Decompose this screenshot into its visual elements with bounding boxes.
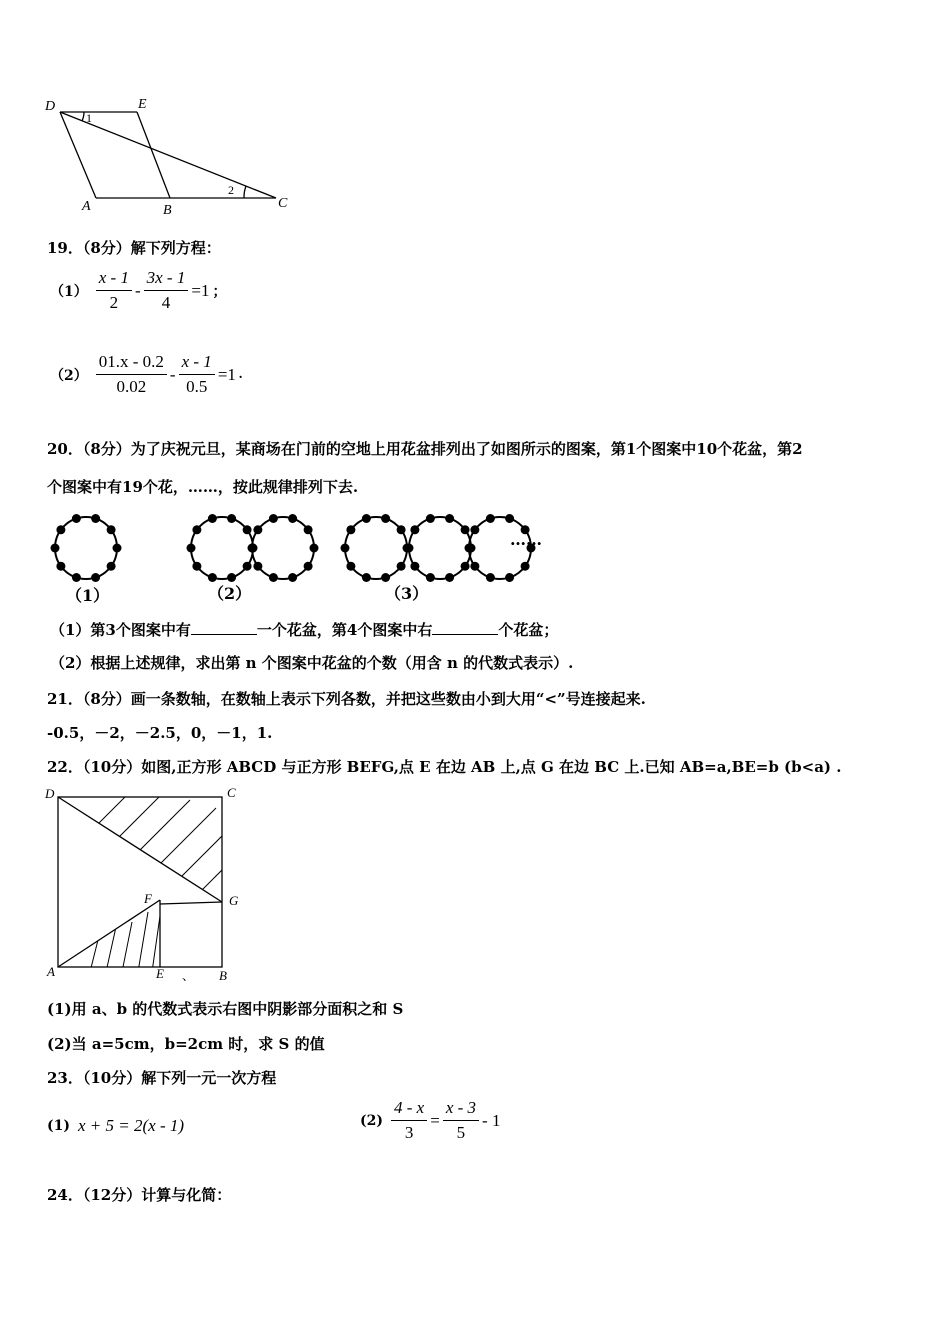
flower-pot-dot — [72, 573, 81, 582]
fig-label-2: （2） — [208, 584, 252, 603]
q23-label-2: (2) — [360, 1112, 383, 1129]
shaded-region-top — [80, 790, 240, 902]
flower-pot-dot — [269, 514, 278, 523]
label-angle-2: 2 — [228, 183, 234, 197]
q21-line-1: 21．（8分）画一条数轴，在数轴上表示下列各数，并把这些数由小到大用“<”号连接起来. — [47, 690, 646, 708]
flower-pot-dot — [107, 562, 116, 571]
num-text: x - 1 — [181, 352, 212, 371]
fraction — [96, 352, 167, 397]
flower-pot-dot — [505, 514, 514, 523]
denominator: 4 — [161, 293, 171, 312]
flower-ring — [55, 517, 117, 579]
flower-pot-dot — [288, 573, 297, 582]
shaded-region-bottom — [90, 902, 162, 972]
square-figure — [40, 782, 250, 982]
q20-line-1: 20．（8分）为了庆祝元旦，某商场在门前的空地上用花盆排列出了如图所示的图案，第1个图案中10个花盆，第2 — [47, 440, 803, 458]
rhs: =1 — [217, 364, 236, 384]
label-angle-1: 1 — [86, 111, 92, 125]
label-b: B — [219, 968, 227, 982]
label-e: E — [138, 97, 147, 112]
flower-pot-dot — [304, 525, 313, 534]
flower-pot-dot — [397, 562, 406, 571]
flower-pot-dot — [113, 544, 122, 553]
flower-ring — [409, 517, 471, 579]
q20-sub-2: （2）根据上述规律，求出第 n 个图案中花盆的个数（用含 n 的代数式表示）. — [50, 654, 574, 672]
stray-mark: 、 — [182, 969, 195, 982]
denominator: 0.5 — [186, 377, 208, 396]
label-f: F — [144, 891, 152, 906]
flower-pot-dot — [248, 544, 257, 553]
flower-pot-dot — [445, 514, 454, 523]
q22-sub-2: (2)当 a=5cm，b=2cm 时，求 S 的值 — [47, 1035, 325, 1053]
numerator: 01.x - 0.2 — [96, 352, 167, 375]
flower-pot-dot — [192, 525, 201, 534]
q19-title: 19．（8分）解下列方程： — [47, 239, 221, 257]
flower-pot-dot — [486, 514, 495, 523]
label-c: C — [278, 196, 288, 211]
flower-pot-dot — [91, 573, 100, 582]
diagonal-dg — [58, 797, 222, 902]
numerator — [144, 268, 189, 291]
flower-pot-dot — [470, 525, 479, 534]
flower-ring — [252, 517, 314, 579]
flower-pot-dot — [253, 562, 262, 571]
flower-pot-dot — [288, 514, 297, 523]
flower-ring — [191, 517, 253, 579]
end-mark: . — [238, 366, 243, 382]
flower-pot-dot — [269, 573, 278, 582]
flower-pot-dot — [72, 514, 81, 523]
flower-pot-dot — [243, 525, 252, 534]
flower-pot-dot — [304, 562, 313, 571]
q23-title: 23．（10分）解下列一元一次方程 — [47, 1069, 277, 1087]
flower-pot-dot — [341, 544, 350, 553]
q19-equation-2 — [50, 352, 242, 397]
q22-sub-1: (1)用 a、b 的代数式表示右图中阴影部分面积之和 S — [47, 1000, 404, 1018]
flower-pot-dot — [310, 544, 319, 553]
flower-pot-dot — [208, 514, 217, 523]
q24-title: 24．（12分）计算与化简： — [47, 1186, 232, 1204]
flower-pot-dot — [405, 544, 414, 553]
flower-pot-dot — [56, 562, 65, 571]
label-d: D — [45, 786, 55, 801]
q22-line-1: 22．（10分）如图,正方形 ABCD 与正方形 BEFG,点 E 在边 AB 上,点 G 在边 BC 上.已知 AB=a,BE=b (b<a) . — [47, 758, 842, 776]
flower-pot-dot — [346, 525, 355, 534]
flower-pot-dot — [51, 544, 60, 553]
flower-pattern-figure — [40, 503, 570, 608]
flower-pot-dot — [505, 573, 514, 582]
flower-pot-dot — [56, 525, 65, 534]
denominator: 3 — [404, 1123, 414, 1142]
flower-pot-dot — [346, 562, 355, 571]
label-d: D — [45, 99, 56, 114]
flower-pot-dot — [91, 514, 100, 523]
numerator — [96, 268, 132, 291]
fraction — [144, 268, 189, 313]
angle-1-arc — [82, 112, 84, 121]
label-a: A — [47, 964, 55, 979]
denominator: 0.02 — [116, 377, 147, 396]
flower-pot-dot — [461, 525, 470, 534]
q19-label-1: （1） — [50, 283, 88, 300]
flower-pot-dot — [362, 573, 371, 582]
flower-pot-dot — [410, 525, 419, 534]
num-text: x - 3 — [445, 1098, 477, 1117]
flower-pot-dot — [486, 573, 495, 582]
end-mark: ； — [212, 284, 227, 300]
edge-eb — [137, 112, 170, 198]
q19-label-2: （2） — [50, 367, 88, 384]
flower-pot-dot — [397, 525, 406, 534]
numerator — [179, 352, 215, 375]
flower-pot-dot — [445, 573, 454, 582]
q23-equation-2 — [360, 1098, 503, 1143]
q21-line-2: -0.5，－2，－2.5，0，－1，1. — [47, 724, 273, 742]
q20-line-2: 个图案中有19个花，……，按此规律排列下去. — [47, 478, 359, 496]
fig-label-3: （3） — [385, 584, 429, 603]
equals-sign: = — [430, 1110, 440, 1130]
q19-equation-1 — [50, 268, 226, 313]
flower-pot-dot — [362, 514, 371, 523]
fraction — [443, 1098, 479, 1143]
angle-2-arc — [244, 186, 246, 198]
flower-ring — [345, 517, 407, 579]
line-fg — [160, 902, 222, 904]
q23-label-1: (1) — [47, 1118, 70, 1134]
flower-pot-dot — [243, 562, 252, 571]
flower-pot-dot — [381, 514, 390, 523]
flower-pot-dot — [465, 544, 474, 553]
flower-pattern-dots: …… — [510, 530, 542, 549]
q20-sub-1 — [50, 619, 558, 640]
flower-pot-dot — [227, 514, 236, 523]
flower-pot-dot — [426, 514, 435, 523]
flower-pot-dot — [410, 562, 419, 571]
rhs: =1 — [191, 280, 210, 300]
flower-pot-dot — [192, 562, 201, 571]
parallelogram-figure — [40, 92, 300, 222]
label-b: B — [163, 203, 172, 218]
fraction — [391, 1098, 427, 1143]
flower-pot-dot — [107, 525, 116, 534]
line-dc — [60, 112, 276, 198]
flower-pot-dot — [470, 562, 479, 571]
label-c: C — [227, 785, 236, 800]
denominator: 5 — [456, 1123, 466, 1142]
square-abcd — [58, 797, 222, 967]
num-text: x - 1 — [98, 268, 129, 287]
flower-pot-dot — [521, 562, 530, 571]
answer-blank[interactable] — [432, 620, 498, 635]
text: 一个花盆，第4个图案中右 — [256, 621, 433, 639]
flower-pot-dot — [253, 525, 262, 534]
q23-equation-1 — [47, 1116, 184, 1136]
denominator: 2 — [109, 293, 119, 312]
text: （1）第3个图案中有 — [50, 621, 191, 639]
fraction — [96, 268, 132, 313]
text: 个花盆； — [498, 621, 559, 639]
num-text: 4 - x — [394, 1098, 425, 1117]
num-text: 3x - 1 — [146, 268, 186, 287]
equation-text: x + 5 = 2(x - 1) — [78, 1116, 185, 1135]
answer-blank[interactable] — [191, 620, 257, 635]
minus-one: - 1 — [482, 1110, 501, 1130]
fraction — [179, 352, 215, 397]
flower-pot-dot — [461, 562, 470, 571]
minus-sign: - — [134, 280, 141, 300]
label-a: A — [82, 199, 91, 214]
label-g: G — [229, 893, 239, 908]
minus-sign: - — [169, 364, 176, 384]
numerator — [391, 1098, 427, 1121]
flower-pot-dot — [187, 544, 196, 553]
fig-label-1: （1） — [66, 586, 110, 605]
numerator — [443, 1098, 479, 1121]
label-e: E — [156, 966, 164, 981]
